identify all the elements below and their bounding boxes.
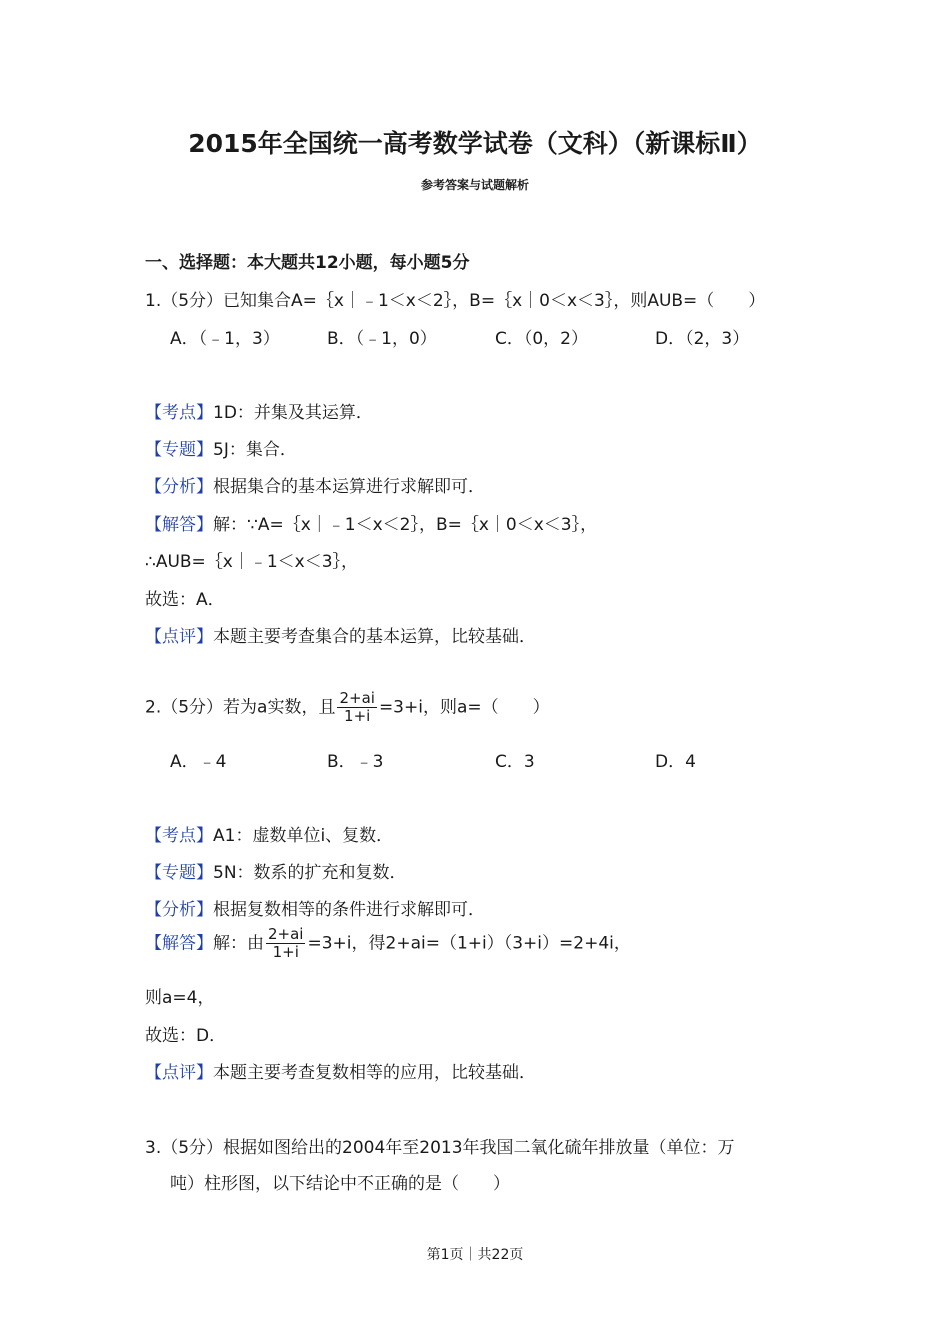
kaodian-tag: 【考点】 [145,826,213,846]
fenxi-text: 根据复数相等的条件进行求解即可． [213,900,485,920]
dianping-tag: 【点评】 [145,627,213,647]
jieda-fraction [266,926,305,961]
q1-dianping [145,622,536,647]
kaodian-text: 1D：并集及其运算． [213,403,373,423]
kaodian-text: A1：虚数单位i、复数． [213,826,394,846]
jieda-text: 解：∵A=｛x｜﹣1＜x＜2｝，B=｛x｜0＜x＜3｝， [213,515,598,535]
q2-kaodian [145,821,393,846]
zhuanti-tag: 【专题】 [145,863,213,883]
jieda-prefix: 解：由 [213,933,264,954]
fenxi-tag: 【分析】 [145,900,213,920]
q1-option-b: B．（﹣1，0） [327,329,437,349]
fraction-numerator: 2+ai [268,925,304,943]
fenxi-tag: 【分析】 [145,477,213,497]
q3-stem-line1: 3.（5分）根据如图给出的2004年至2013年我国二氧化硫年排放量（单位：万 [145,1138,735,1158]
jieda-tag: 【解答】 [145,515,213,535]
q1-zhuanti [145,435,297,460]
zhuanti-text: 5N：数系的扩充和复数． [213,863,407,883]
q2-zhuanti [145,858,407,883]
q2-fenxi [145,895,485,920]
fraction-denominator: 1+i [272,943,299,961]
dianping-tag: 【点评】 [145,1063,213,1083]
q2-answer: 故选：D． [145,1026,227,1046]
jieda-tag: 【解答】 [145,933,213,954]
q1-jieda-line2: ∴AUB=｛x｜﹣1＜x＜3｝， [145,552,359,572]
q2-jieda-line2: 则a=4， [145,988,215,1008]
q2-jieda [145,926,631,961]
fraction-denominator: 1+i [344,707,371,725]
q1-kaodian [145,398,373,423]
q2-stem-prefix: 2.（5分）若为a实数，且 [145,697,336,718]
q1-fenxi [145,472,485,497]
q3-stem-line2: 吨）柱形图，以下结论中不正确的是（ ） [170,1174,510,1194]
q2-stem [145,690,550,725]
section-heading: 一、选择题：本大题共12小题，每小题5分 [145,253,470,273]
zhuanti-text: 5J：集合． [213,440,297,460]
dianping-text: 本题主要考查集合的基本运算，比较基础． [213,627,536,647]
fraction-numerator: 2+ai [339,689,375,707]
q1-option-d: D．（2，3） [655,329,750,349]
q2-option-c: C．3 [495,752,535,772]
q2-stem-suffix: =3+i，则a=（ ） [378,697,550,718]
q1-option-c: C．（0，2） [495,329,589,349]
dianping-text: 本题主要考查复数相等的应用，比较基础． [213,1063,536,1083]
q2-option-b: B．﹣3 [327,752,384,772]
q2-option-d: D．4 [655,752,696,772]
q2-fraction [337,690,376,725]
page-subtitle: 参考答案与试题解析 [420,178,529,192]
q1-stem: 1.（5分）已知集合A=｛x｜﹣1＜x＜2｝，B=｛x｜0＜x＜3｝，则AUB=（ ） [145,291,766,311]
q1-answer: 故选：A． [145,590,225,610]
jieda-suffix: =3+i，得2+ai=（1+i）（3+i）=2+4i， [307,933,631,954]
q2-option-a: A．﹣4 [170,752,227,772]
page-footer: 第1页｜共22页 [426,1247,524,1263]
zhuanti-tag: 【专题】 [145,440,213,460]
page-title: 2015年全国统一高考数学试卷（文科）（新课标Ⅱ） [188,129,762,158]
q1-jieda [145,510,597,535]
q2-dianping [145,1058,536,1083]
q1-option-a: A．（﹣1，3） [170,329,280,349]
kaodian-tag: 【考点】 [145,403,213,423]
fenxi-text: 根据集合的基本运算进行求解即可． [213,477,485,497]
